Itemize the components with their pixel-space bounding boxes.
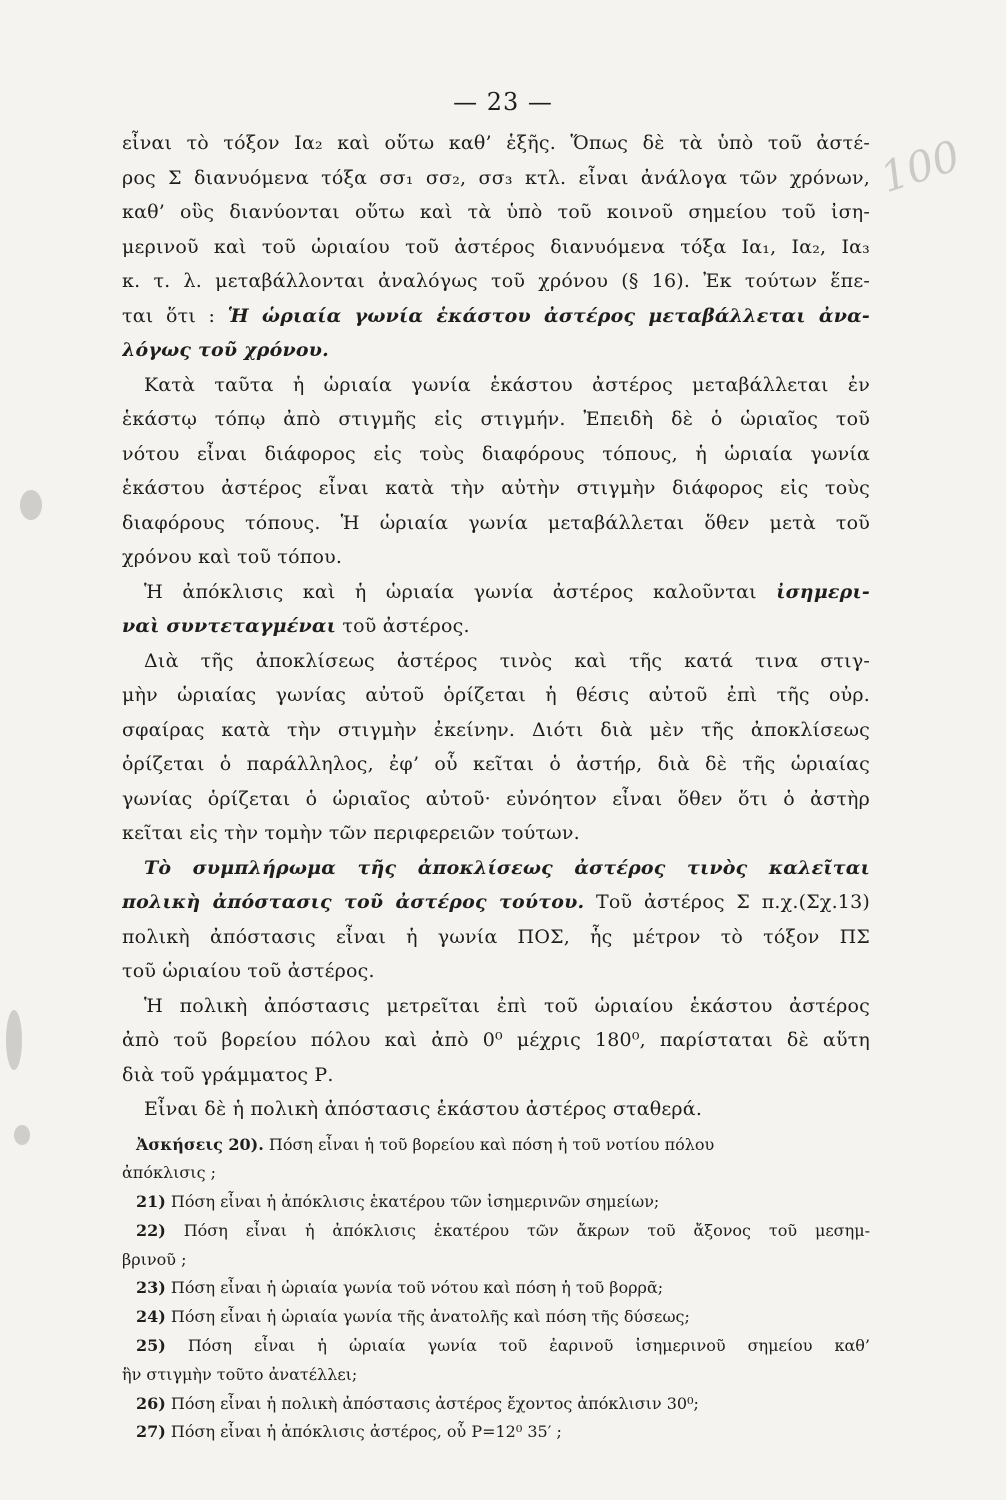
exercise-number: Ἀσκήσεις 20). (136, 1134, 264, 1154)
text-line (122, 333, 870, 368)
emphasized-term: Τὸ συμπλήρωμα τῆς ἀποκλίσεως ἀστέρος τινὸς καλεῖται (144, 856, 870, 879)
exercise-number: 26) (136, 1393, 166, 1413)
exercise-line: 27) Πόση εἶναι ἡ ἀπόκλισις ἀστέρος, οὗ Ρ=12⁰ 35′ ; (136, 1422, 562, 1442)
text-line: νότου εἶναι διάφορος εἰς τοὺς διαφόρους τόπους, ἡ ὡριαία γωνία (122, 442, 870, 465)
emphasized-term: Ἡ ὡριαία γωνία ἑκάστου ἀστέρος μεταβάλλεται ἀνα- (227, 304, 870, 327)
text-line: τοῦ ὡριαίου τοῦ ἀστέρος. (122, 960, 375, 982)
exercise-line: 22) Πόση εἶναι ἡ ἀπόκλισις ἑκατέρου τῶν ἄκρων τοῦ ἄξονος τοῦ μεσημ- (136, 1220, 870, 1240)
exercise-line: 25) Πόση εἶναι ἡ ὡριαία γωνία τοῦ ἐαρινοῦ ἰσημερινοῦ σημείου καθ’ (136, 1336, 870, 1356)
exercise-number: 24) (136, 1307, 166, 1327)
exercise-line: ἀπόκλισις ; (122, 1163, 216, 1183)
page-number: — 23 — (453, 88, 553, 116)
exercise-number: 25) (136, 1336, 166, 1356)
text-line: ἀπὸ τοῦ βορείου πόλου καὶ ἀπὸ 0⁰ μέχρις 180⁰, παρίσταται δὲ αὕτη (122, 1029, 870, 1051)
exercise-line: 23) Πόση εἶναι ἡ ὡριαία γωνία τοῦ νότου καὶ πόση ἡ τοῦ βορρᾶ; (136, 1278, 664, 1298)
text-line: ναὶ συντεταγμέναι τοῦ ἀστέρος. (122, 615, 470, 637)
exercise-number: 23) (136, 1278, 166, 1298)
text-line: πολικὴ ἀπόστασις εἶναι ἡ γωνία ΠΟΣ, ἧς μέτρον τὸ τόξον ΠΣ (122, 925, 870, 948)
text-line: καθ’ οὓς διανύονται οὕτω καὶ τὰ ὑπὸ τοῦ κοινοῦ σημείου τοῦ ἰση‐ (122, 201, 870, 223)
exercises (122, 1131, 870, 1448)
exercise-number: 27) (136, 1422, 166, 1442)
text-line: ρος Σ διανυόμενα τόξα σσ₁ σσ₂, σσ₃ κτλ. εἶναι ἀνάλογα τῶν χρόνων, (122, 166, 870, 189)
text-line: Εἶναι δὲ ἡ πολικὴ ἀπόστασις ἑκάστου ἀστέρος σταθερά. (144, 1098, 703, 1120)
text-line: σφαίρας κατὰ τὴν στιγμὴν ἐκείνην. Διότι διὰ μὲν τῆς ἀποκλίσεως (122, 718, 870, 741)
text-line: Ἡ πολικὴ ἀπόστασις μετρεῖται ἐπὶ τοῦ ὡριαίου ἑκάστου ἀστέρος (144, 994, 870, 1017)
text-line: Κατὰ ταῦτα ἡ ὡριαία γωνία ἑκάστου ἀστέρος μεταβάλλεται ἐν (144, 373, 870, 396)
text-line: κ. τ. λ. μεταβάλλονται ἀναλόγως τοῦ χρόνου (§ 16). Ἐκ τούτων ἕπε‐ (122, 270, 870, 292)
text-line: ἑκάστῳ τόπῳ ἀπὸ στιγμῆς εἰς στιγμήν. Ἐπειδὴ δὲ ὁ ὡριαῖος τοῦ (122, 408, 870, 430)
body-text (122, 126, 870, 1127)
text-line (122, 851, 870, 886)
text-line: εἶναι τὸ τόξον Ια₂ καὶ οὕτω καθ’ ἑξῆς. Ὅπως δὲ τὰ ὑπὸ τοῦ ἀστέ‐ (122, 132, 870, 154)
exercise-number: 22) (136, 1220, 166, 1240)
exercise-line: 24) Πόση εἶναι ἡ ὡριαία γωνία τῆς ἀνατολῆς καὶ πόση τῆς δύσεως; (136, 1307, 690, 1327)
text-line: ται ὅτι : Ἡ ὡριαία γωνία ἑκάστου ἀστέρος μεταβάλλεται ἀνα- (122, 304, 870, 327)
text-line: διαφόρους τόπους. Ἡ ὡριαία γωνία μεταβάλλεται ὅθεν μετὰ τοῦ (122, 511, 870, 534)
exercise-line: βρινοῦ ; (122, 1249, 187, 1269)
handwritten-margin-note: 100 (874, 130, 966, 203)
emphasized-term: λόγως τοῦ χρόνου. (122, 339, 329, 361)
text-line: Διὰ τῆς ἀποκλίσεως ἀστέρος τινὸς καὶ τῆς κατά τινα στιγ- (144, 649, 870, 672)
document-body (122, 126, 870, 1447)
exercise-line: 26) Πόση εἶναι ἡ πολικὴ ἀπόστασις ἀστέρος ἔχοντος ἀπόκλισιν 30⁰; (136, 1393, 699, 1413)
text-line: μερινοῦ καὶ τοῦ ὡριαίου τοῦ ἀστέρος διανυόμενα τόξα Ια₁, Ια₂, Ια₃ (122, 235, 870, 258)
ink-smudge (6, 1010, 22, 1070)
text-line: χρόνου καὶ τοῦ τόπου. (122, 546, 343, 568)
text-line: ἑκάστου ἀστέρος εἶναι κατὰ τὴν αὐτὴν στιγμὴν διάφορος εἰς τοὺς (122, 477, 870, 499)
ink-smudge (14, 1125, 30, 1145)
emphasized-term: ἰσημερι- (776, 580, 870, 603)
text-line: Ἡ ἀπόκλισις καὶ ἡ ὡριαία γωνία ἀστέρος καλοῦνται ἰσημερι- (144, 580, 870, 603)
text-line: μὴν ὡριαίας γωνίας αὐτοῦ ὁρίζεται ἡ θέσις αὐτοῦ ἐπὶ τῆς οὐρ. (122, 684, 870, 706)
text-line: γωνίας ὁρίζεται ὁ ὡριαῖος αὐτοῦ· εὐνόητον εἶναι ὅθεν ὅτι ὁ ἀστὴρ (122, 787, 870, 810)
emphasized-term: πολικὴ ἀπόστασις τοῦ ἀστέρος τούτου. (122, 891, 585, 913)
text-line: πολικὴ ἀπόστασις τοῦ ἀστέρος τούτου. Τοῦ ἀστέρος Σ π.χ.(Σχ.13) (122, 891, 870, 913)
exercise-number: 21) (136, 1192, 166, 1212)
ink-smudge (20, 490, 42, 520)
text-line: κεῖται εἰς τὴν τομὴν τῶν περιφερειῶν τούτων. (122, 822, 580, 844)
text-line: ὁρίζεται ὁ παράλληλος, ἐφ’ οὗ κεῖται ὁ ἀστήρ, διὰ δὲ τῆς ὡριαίας (122, 753, 870, 775)
emphasized-term: ναὶ συντεταγμέναι (122, 615, 337, 637)
text-line: διὰ τοῦ γράμματος Ρ. (122, 1063, 334, 1086)
exercise-line: ἣν στιγμὴν τοῦτο ἀνατέλλει; (122, 1364, 358, 1384)
exercise-line: Ἀσκήσεις 20). Πόση εἶναι ἡ τοῦ βορείου καὶ πόση ἡ τοῦ νοτίου πόλου (136, 1134, 715, 1154)
exercise-line: 21) Πόση εἶναι ἡ ἀπόκλισις ἑκατέρου τῶν ἰσημερινῶν σημείων; (136, 1192, 660, 1212)
